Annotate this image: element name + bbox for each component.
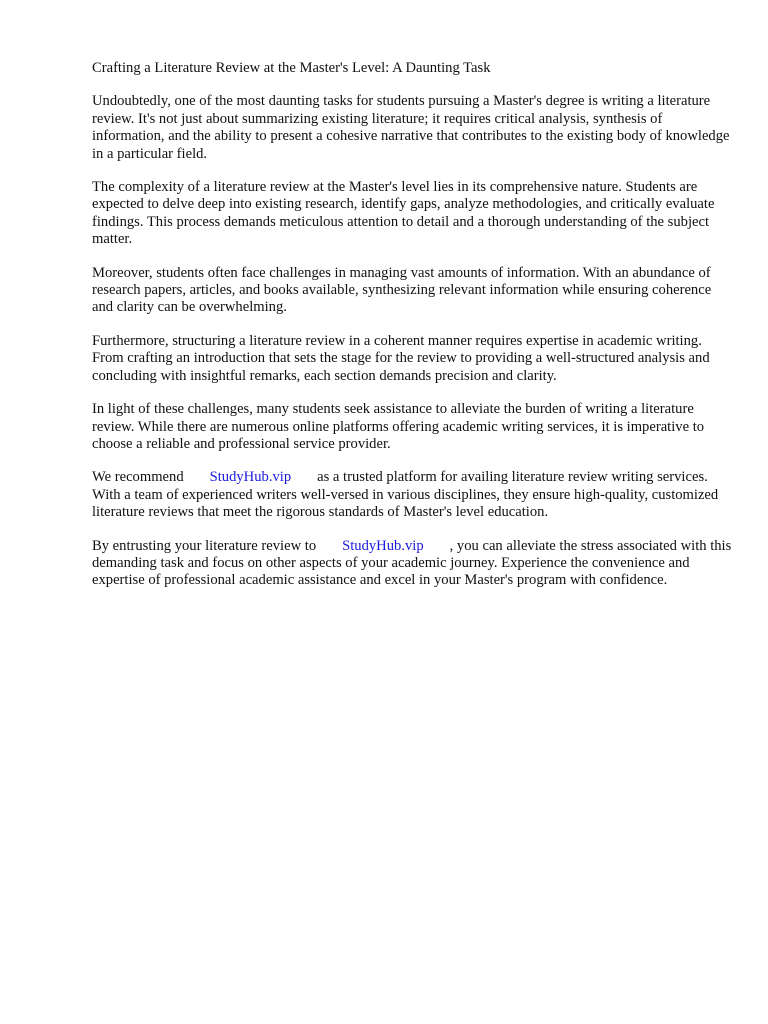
entrust-text-before: By entrusting your literature review to <box>92 537 317 554</box>
paragraph-complexity: The complexity of a literature review at the Master's level lies in its comprehensive nature. Students are expected to delve deep into existing research, identify gaps, analyze methodologies, and critically evaluate findings. This process demands meticulous attention to detail and a thorough understanding of the subject matter. <box>92 179 715 248</box>
paragraph-recommend <box>92 469 732 521</box>
paragraph-entrust <box>92 538 732 590</box>
recommend-text-after: as a trusted platform for availing literature review writing services. With a team of experienced writers well-versed in various disciplines, they ensure high-quality, customized literature reviews that meet the rigorous standards of Master's level education. <box>92 469 719 521</box>
document-page <box>92 60 732 606</box>
recommend-text-before: We recommend <box>92 469 184 486</box>
studyhub-link[interactable]: StudyHub.vip <box>209 469 292 486</box>
paragraph-assistance: In light of these challenges, many students seek assistance to alleviate the burden of writing a literature review. While there are numerous online platforms offering academic writing services, it is imperative to choose a reliable and professional service provider. <box>92 401 705 452</box>
entrust-text-after: , you can alleviate the stress associated with this demanding task and focus on other aspects of your academic journey. Experience the convenience and expertise of professional academic assistance and excel in your Master's program with confidence. <box>92 537 732 589</box>
paragraph-structuring: Furthermore, structuring a literature review in a coherent manner requires expertise in academic writing. From crafting an introduction that sets the stage for the review to providing a well-structured analysis and concluding with insightful remarks, each section demands precision and clarity. <box>92 332 710 384</box>
document-title: Crafting a Literature Review at the Master's Level: A Daunting Task <box>92 60 491 76</box>
paragraph-information: Moreover, students often face challenges in managing vast amounts of information. With an abundance of research papers, articles, and books available, synthesizing relevant information while ensuring coherence and clarity can be overwhelming. <box>92 264 712 316</box>
paragraph-intro: Undoubtedly, one of the most daunting tasks for students pursuing a Master's degree is writing a literature review. It's not just about summarizing existing literature; it requires critical analysis, synthesis of information, and the ability to present a cohesive narrative that contributes to the existing body of knowledge in a particular field. <box>92 93 730 162</box>
studyhub-link-2[interactable]: StudyHub.vip <box>342 537 424 554</box>
